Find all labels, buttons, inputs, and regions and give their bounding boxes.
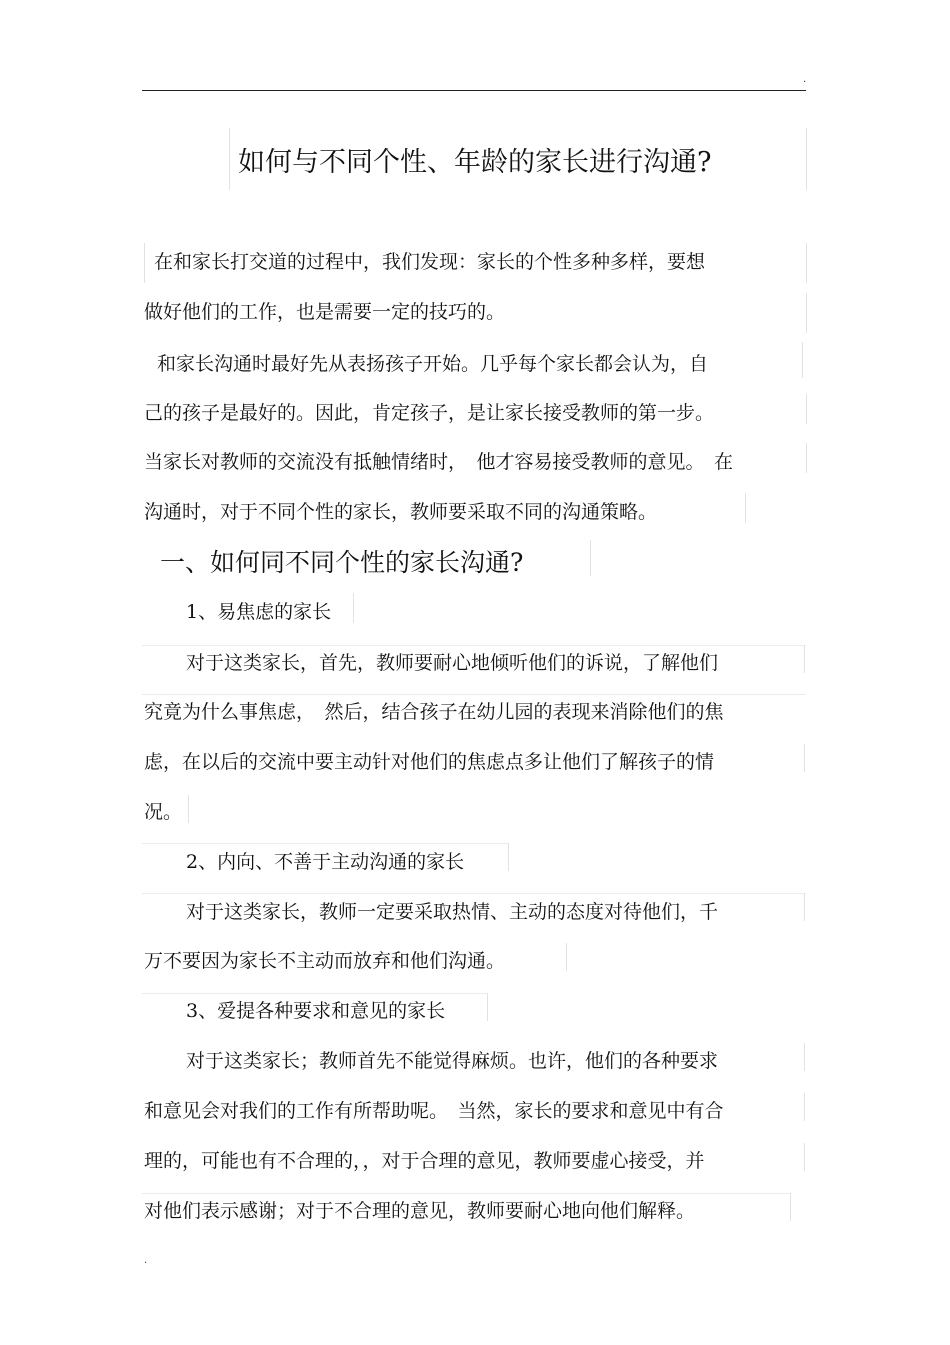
- guide-line: [804, 893, 805, 921]
- item3-line-1: 对于这类家长；教师首先不能觉得麻烦。也许，他们的各种要求: [186, 1050, 719, 1072]
- item2-line-2: 万不要因为家长不主动而放弃和他们沟通。: [144, 950, 506, 972]
- guide-line: [804, 1043, 805, 1071]
- item2-line-1: 对于这类家长，教师一定要采取热情、主动的态度对待他们，千: [186, 901, 719, 923]
- document-title: 如何与不同个性、年龄的家长进行沟通?: [238, 147, 712, 178]
- guide-line: [144, 243, 145, 283]
- guide-line: [590, 540, 591, 576]
- para2-line-2: 己的孩子是最好的。因此，肯定孩子，是让家长接受教师的第一步。: [144, 402, 715, 424]
- guide-line: [188, 795, 189, 823]
- guide-line: [804, 645, 805, 673]
- guide-line: [745, 493, 746, 523]
- guide-line: [806, 128, 807, 190]
- subheading-3: 3、爱提各种要求和意见的家长: [186, 1000, 446, 1022]
- header-mark: .: [803, 74, 807, 85]
- footer-mark: .: [144, 1255, 148, 1266]
- guide-line: [142, 843, 508, 844]
- subheading-1: 1、易焦虑的家长: [186, 601, 332, 623]
- guide-line: [804, 1093, 805, 1121]
- item1-line-2: 究竟为什么事焦虑， 然后，结合孩子在幼儿园的表现来消除他们的焦: [144, 701, 724, 723]
- guide-line: [806, 394, 807, 424]
- item3-line-2: 和意见会对我们的工作有所帮助呢。 当然，家长的要求和意见中有合: [144, 1100, 724, 1122]
- guide-line: [802, 342, 803, 378]
- guide-line: [142, 694, 806, 695]
- intro-line-1: 在和家长打交道的过程中，我们发现：家长的个性多种多样，要想: [154, 251, 706, 273]
- intro-line-2: 做好他们的工作，也是需要一定的技巧的。: [144, 301, 506, 323]
- item1-line-4: 况。: [144, 801, 183, 823]
- header-rule: [142, 90, 806, 91]
- item1-line-3: 虑，在以后的交流中要主动针对他们的焦虑点多让他们了解孩子的情: [144, 751, 715, 773]
- item1-line-1: 对于这类家长，首先，教师要耐心地倾听他们的诉说，了解他们: [186, 652, 719, 674]
- subheading-2: 2、内向、不善于主动沟通的家长: [186, 851, 465, 873]
- guide-line: [142, 1193, 790, 1194]
- guide-line: [566, 943, 567, 971]
- para2-line-4: 沟通时，对于不同个性的家长，教师要采取不同的沟通策略。: [144, 501, 658, 523]
- guide-line: [142, 993, 487, 994]
- guide-line: [806, 443, 807, 473]
- item3-line-4: 对他们表示感谢；对于不合理的意见，教师要耐心地向他们解释。: [144, 1200, 696, 1222]
- guide-line: [353, 593, 354, 623]
- guide-line: [804, 1143, 805, 1171]
- guide-line: [229, 128, 230, 190]
- guide-line: [142, 893, 806, 894]
- para2-line-3: 当家长对教师的交流没有抵触情绪时， 他才容易接受教师的意见。 在: [144, 451, 734, 473]
- guide-line: [487, 993, 488, 1021]
- guide-line: [508, 843, 509, 871]
- guide-line: [142, 645, 806, 646]
- guide-line: [806, 243, 807, 283]
- guide-line: [790, 1193, 791, 1221]
- guide-line: [806, 293, 807, 333]
- section-heading: 一、如何同不同个性的家长沟通?: [160, 548, 524, 577]
- guide-line: [804, 744, 805, 772]
- item3-line-3: 理的，可能也有不合理的，，对于合理的意见，教师要虚心接受，并: [144, 1150, 705, 1172]
- para2-line-1: 和家长沟通时最好先从表扬孩子开始。几乎每个家长都会认为，自: [157, 353, 709, 375]
